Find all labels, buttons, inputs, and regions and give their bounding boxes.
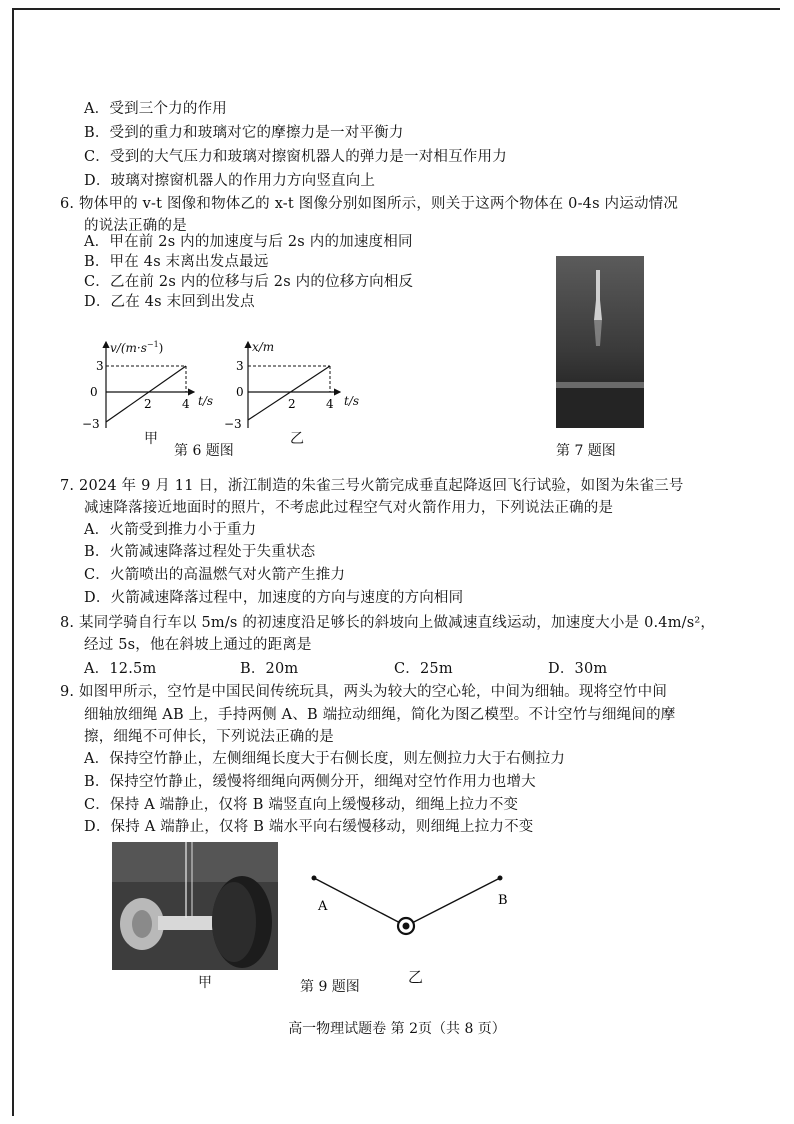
q9-option-c: C．保持 A 端静止，仅将 B 端竖直向上缓慢移动，细绳上拉力不变 bbox=[84, 797, 519, 813]
q6-option-b: B．甲在 4s 末离出发点最远 bbox=[84, 254, 269, 270]
q6-caption: 第 6 题图 bbox=[174, 443, 234, 459]
yi-xlabel: t/s bbox=[344, 394, 360, 408]
yi-label: 乙 bbox=[290, 431, 304, 447]
q9-stem-line2: 细轴放细绳 AB 上，手持两侧 A、B 端拉动细绳，简化为图乙模型。不计空竹与细绳间的摩 bbox=[84, 707, 676, 723]
q9-label-jia: 甲 bbox=[198, 975, 212, 991]
q7-stem-line2: 减速降落接近地面时的照片，不考虑此过程空气对火箭作用力，下列说法正确的是 bbox=[84, 500, 614, 516]
q9-stem-line3: 擦，细绳不可伸长，下列说法正确的是 bbox=[84, 729, 334, 745]
q7-rocket-photo bbox=[556, 256, 644, 428]
q8-stem-line1: 8. 某同学骑自行车以 5m/s 的初速度沿足够长的斜坡向上做减速直线运动，加速度大小是 0.4m/s²， bbox=[60, 615, 716, 631]
q6-stem-line1: 6. 物体甲的 v-t 图像和物体乙的 x-t 图像分别如图所示，则关于这两个物体在 0-4s 内运动情况 bbox=[60, 196, 679, 212]
q7-option-d: D．火箭减速降落过程中，加速度的方向与速度的方向相同 bbox=[84, 590, 464, 606]
yi-tick-y-3: 3 bbox=[236, 359, 244, 373]
q5-option-c: C．受到的大气压力和玻璃对擦窗机器人的弹力是一对相互作用力 bbox=[84, 149, 507, 165]
q5-option-b: B．受到的重力和玻璃对它的摩擦力是一对平衡力 bbox=[84, 125, 404, 141]
q7-caption: 第 7 题图 bbox=[556, 443, 616, 459]
yi-tick-x-2: 2 bbox=[288, 397, 296, 411]
page-footer: 高一物理试题卷 第 2页（共 8 页） bbox=[288, 1021, 506, 1037]
q9-option-b: B．保持空竹静止，缓慢将细绳向两侧分开，细绳对空竹作用力也增大 bbox=[84, 774, 536, 790]
jia-ylabel: $v/(m\cdot s^{-1})$ bbox=[110, 340, 164, 355]
yi-tick-x-4: 4 bbox=[326, 397, 334, 411]
q7-stem-line1: 7. 2024 年 9 月 11 日，浙江制造的朱雀三号火箭完成垂直起降返回飞行试验，如图为朱雀三号 bbox=[60, 478, 684, 494]
q6-option-d: D．乙在 4s 末回到出发点 bbox=[84, 294, 255, 310]
q9-diabolo-photo bbox=[112, 842, 278, 970]
q9-diagram-yi bbox=[300, 864, 540, 960]
q9-caption: 第 9 题图 bbox=[300, 979, 360, 995]
q5-option-a: A．受到三个力的作用 bbox=[84, 101, 227, 117]
q7-option-b: B．火箭减速降落过程处于失重状态 bbox=[84, 544, 316, 560]
q8-option-d: D．30m bbox=[548, 661, 608, 677]
q6-option-a: A．甲在前 2s 内的加速度与后 2s 内的加速度相同 bbox=[84, 234, 413, 250]
jia-label: 甲 bbox=[144, 431, 158, 447]
q9-option-d: D．保持 A 端静止，仅将 B 端水平向右缓慢移动，则细绳上拉力不变 bbox=[84, 819, 534, 835]
q9-point-a: A bbox=[318, 899, 328, 914]
jia-tick-x-4: 4 bbox=[182, 397, 190, 411]
jia-tick-y-neg3: −3 bbox=[82, 417, 100, 431]
jia-tick-y-0: 0 bbox=[90, 385, 98, 399]
q8-option-c: C．25m bbox=[394, 661, 453, 677]
q9-label-yi: 乙 bbox=[408, 968, 424, 986]
q8-option-b: B．20m bbox=[240, 661, 299, 677]
q5-option-d: D．玻璃对擦窗机器人的作用力方向竖直向上 bbox=[84, 173, 376, 189]
yi-tick-y-0: 0 bbox=[236, 385, 244, 399]
q6-stem-line2: 的说法正确的是 bbox=[84, 218, 187, 234]
q7-option-a: A．火箭受到推力小于重力 bbox=[84, 522, 257, 538]
q6-graph-yi bbox=[220, 336, 344, 448]
q9-point-b: B bbox=[498, 893, 508, 908]
jia-tick-y-3: 3 bbox=[96, 359, 104, 373]
q9-stem-line1: 9. 如图甲所示，空竹是中国民间传统玩具，两头为较大的空心轮，中间为细轴。现将空竹中间 bbox=[60, 684, 668, 700]
jia-tick-x-2: 2 bbox=[144, 397, 152, 411]
q8-stem-line2: 经过 5s，他在斜坡上通过的距离是 bbox=[84, 637, 312, 653]
yi-tick-y-neg3: −3 bbox=[224, 417, 242, 431]
jia-xlabel: t/s bbox=[198, 394, 214, 408]
q8-option-a: A．12.5m bbox=[84, 661, 157, 677]
yi-ylabel: x/m bbox=[252, 340, 275, 354]
q7-option-c: C．火箭喷出的高温燃气对火箭产生推力 bbox=[84, 567, 346, 583]
q6-option-c: C．乙在前 2s 内的位移与后 2s 内的位移方向相反 bbox=[84, 274, 414, 290]
q9-option-a: A．保持空竹静止，左侧细绳长度大于右侧长度，则左侧拉力大于右侧拉力 bbox=[84, 751, 566, 767]
